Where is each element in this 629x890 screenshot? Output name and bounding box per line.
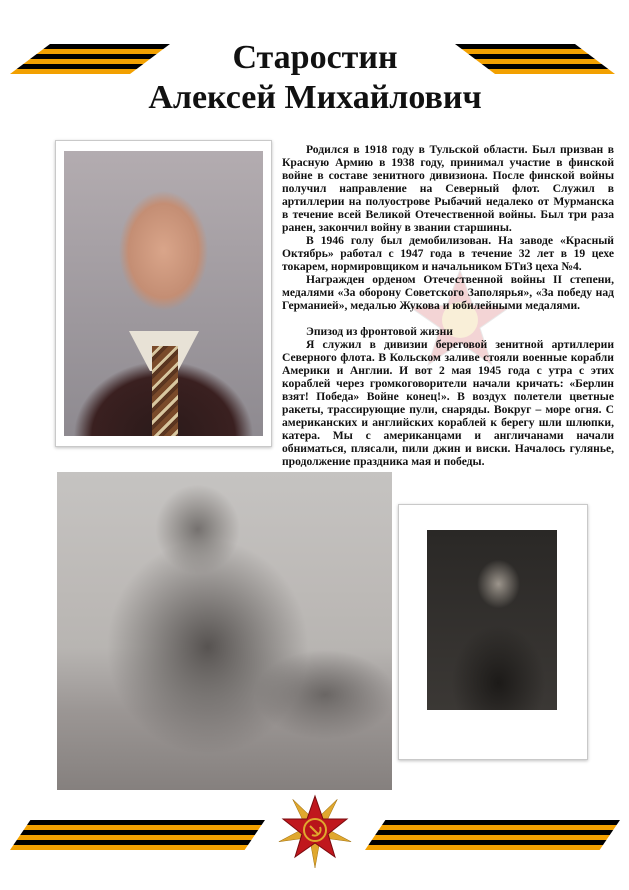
portrait-photo (64, 151, 263, 436)
bio-paragraph-awards: Награжден орденом Отечественной войны II степени, медалями «За оборону Советского Заполярья», «За победу над Германией», медалью Жукова и юбилейными медалями. (282, 273, 614, 312)
bio-paragraph-episode: Я служил в дивизии береговой зенитной артиллерии Северного флота. В Кольском заливе стояли военные корабли Америки и Англии. И вот 2 мая 1945 года с утра с этих кораблей через громкоговорители начали кричать: «Берлин взят! Победа» Войне конец!». В воздух полетели цветные ракеты, трассирующие пули, снаряды. Вокруг – море огня. С американских и английских кораблей к берегу шли шлюпки, катера. Мы с американцами и англичанами начали обниматься, плясали, пили джин и виски. Началось гулянье, продолжение праздника мая и победы. (282, 338, 614, 468)
order-of-patriotic-war-icon (275, 790, 355, 870)
biography-text (282, 143, 614, 468)
page-title (100, 38, 530, 118)
title-name: Алексей Михайлович (148, 79, 482, 116)
episode-heading: Эпизод из фронтовой жизни (306, 325, 453, 338)
st-george-ribbon-bottom-left (10, 820, 265, 850)
young-portrait-photo (427, 530, 557, 710)
bio-paragraph-birth: Родился в 1918 году в Тульской области. Был призван в Красную Армию в 1938 году, принимал участие в финской войне в составе зенитного дивизиона. После финской войны получил направление на Северный флот. Служил в артиллерии на полуострове Рыбачий недалеко от Мурманска в течение всей Великой Отечественной войны. Был три раза ранен, закончил войну в звании старшины. (282, 143, 614, 234)
portrait-tie (152, 346, 178, 436)
portrait-photo-frame (55, 140, 272, 447)
soldier-war-photo (57, 472, 392, 790)
young-portrait-frame (398, 504, 588, 760)
st-george-ribbon-bottom-right (365, 820, 620, 850)
title-surname: Старостин (232, 39, 398, 76)
bio-paragraph-work: В 1946 голу был демобилизован. На заводе «Красный Октябрь» работал с 1947 года в течение 32 лет в 19 цехе токарем, нормировщиком и начальником БТиЗ цеха №4. (282, 234, 614, 273)
